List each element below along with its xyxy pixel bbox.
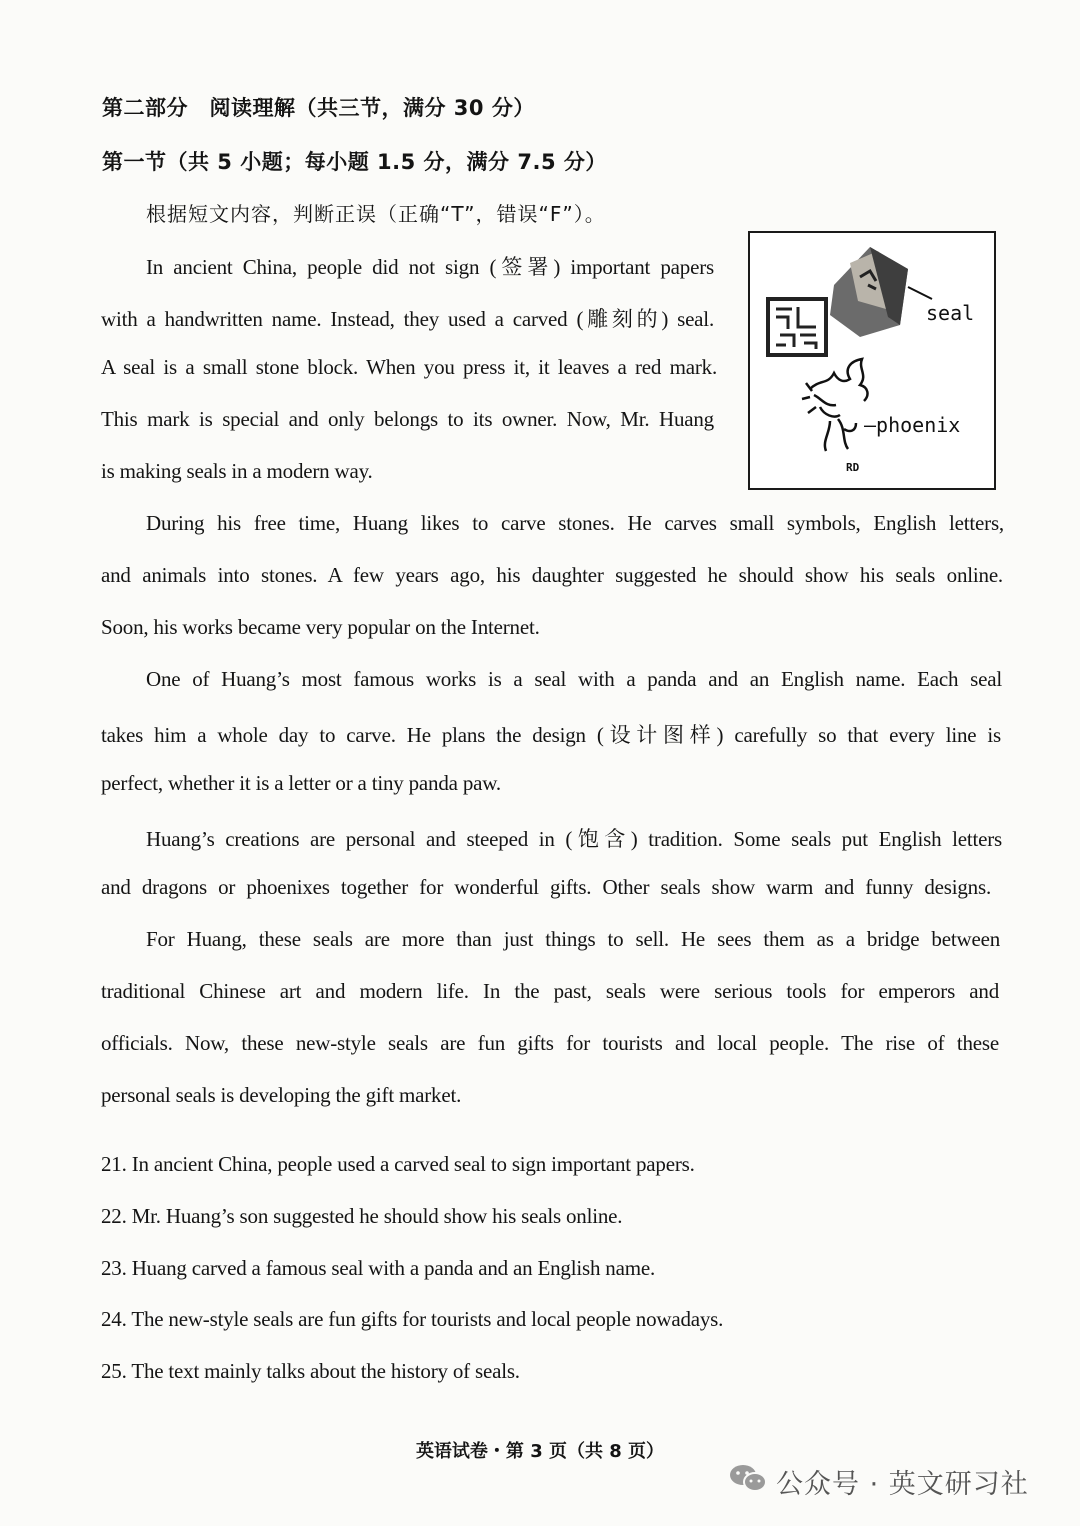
question-24: 24. The new-style seals are fun gifts for tourists and local people nowadays. [101, 1307, 724, 1331]
passage-line: with a handwritten name. Instead, they used a carved (雕刻的) seal. [101, 307, 714, 331]
seal-stone-icon [830, 247, 908, 337]
phoenix-label: —phoenix [864, 413, 961, 437]
question-21: 21. In ancient China, people used a carved seal to sign important papers. [101, 1152, 695, 1176]
passage-line: For Huang, these seals are more than just things to sell. He sees them as a bridge between [146, 927, 1000, 951]
seal-illustration [750, 233, 994, 488]
passage-line: This mark is special and only belongs to its owner. Now, Mr. Huang [101, 407, 714, 431]
question-25: 25. The text mainly talks about the history of seals. [101, 1359, 520, 1383]
passage-line: During his free time, Huang likes to carve stones. He carves small symbols, English letters, [146, 511, 1004, 535]
rd-mark: RD [846, 461, 860, 474]
passage-line: One of Huang’s most famous works is a seal with a panda and an English name. Each seal [146, 667, 1002, 691]
passage-line: takes him a whole day to carve. He plans the design (设计图样) carefully so that every line is [101, 723, 1001, 747]
seal-stamp-mark [768, 299, 826, 355]
question-22: 22. Mr. Huang’s son suggested he should show his seals online. [101, 1204, 623, 1228]
passage-line: is making seals in a modern way. [101, 459, 373, 483]
passage-line: Huang’s creations are personal and steeped in (饱含) tradition. Some seals put English letters [146, 827, 1002, 851]
passage-line: personal seals is developing the gift market. [101, 1083, 462, 1107]
wechat-icon [728, 1462, 768, 1494]
passage-line: and dragons or phoenixes together for wonderful gifts. Other seals show warm and funny designs. [101, 875, 991, 899]
page-footer: 英语试卷・第 3 页（共 8 页） [415, 1441, 665, 1462]
seal-label: seal [926, 301, 975, 325]
passage-line: Soon, his works became very popular on the Internet. [101, 615, 540, 639]
passage-line: In ancient China, people did not sign (签署) important papers [146, 255, 714, 279]
passage-line: and animals into stones. A few years ago, his daughter suggested he should show his seals online. [101, 563, 1003, 587]
phoenix-icon [802, 359, 867, 451]
instruction: 根据短文内容，判断正误（正确“T”，错误“F”）。 [146, 202, 606, 226]
seal-figure [748, 231, 996, 490]
passage-line: officials. Now, these new-style seals are fun gifts for tourists and local people. The rise of these [101, 1031, 999, 1055]
question-23: 23. Huang carved a famous seal with a panda and an English name. [101, 1256, 656, 1280]
passage-line: traditional Chinese art and modern life. In the past, seals were serious tools for emperors and [101, 979, 999, 1003]
subsection-title: 第一节（共 5 小题；每小题 1.5 分，满分 7.5 分） [102, 150, 607, 174]
passage-line: perfect, whether it is a letter or a tiny panda paw. [101, 771, 501, 795]
watermark-text: 公众号 · 英文研习社 [776, 1469, 1029, 1500]
part-title: 第二部分 阅读理解（共三节，满分 30 分） [102, 96, 535, 120]
passage-line: A seal is a small stone block. When you press it, it leaves a red mark. [101, 355, 717, 379]
